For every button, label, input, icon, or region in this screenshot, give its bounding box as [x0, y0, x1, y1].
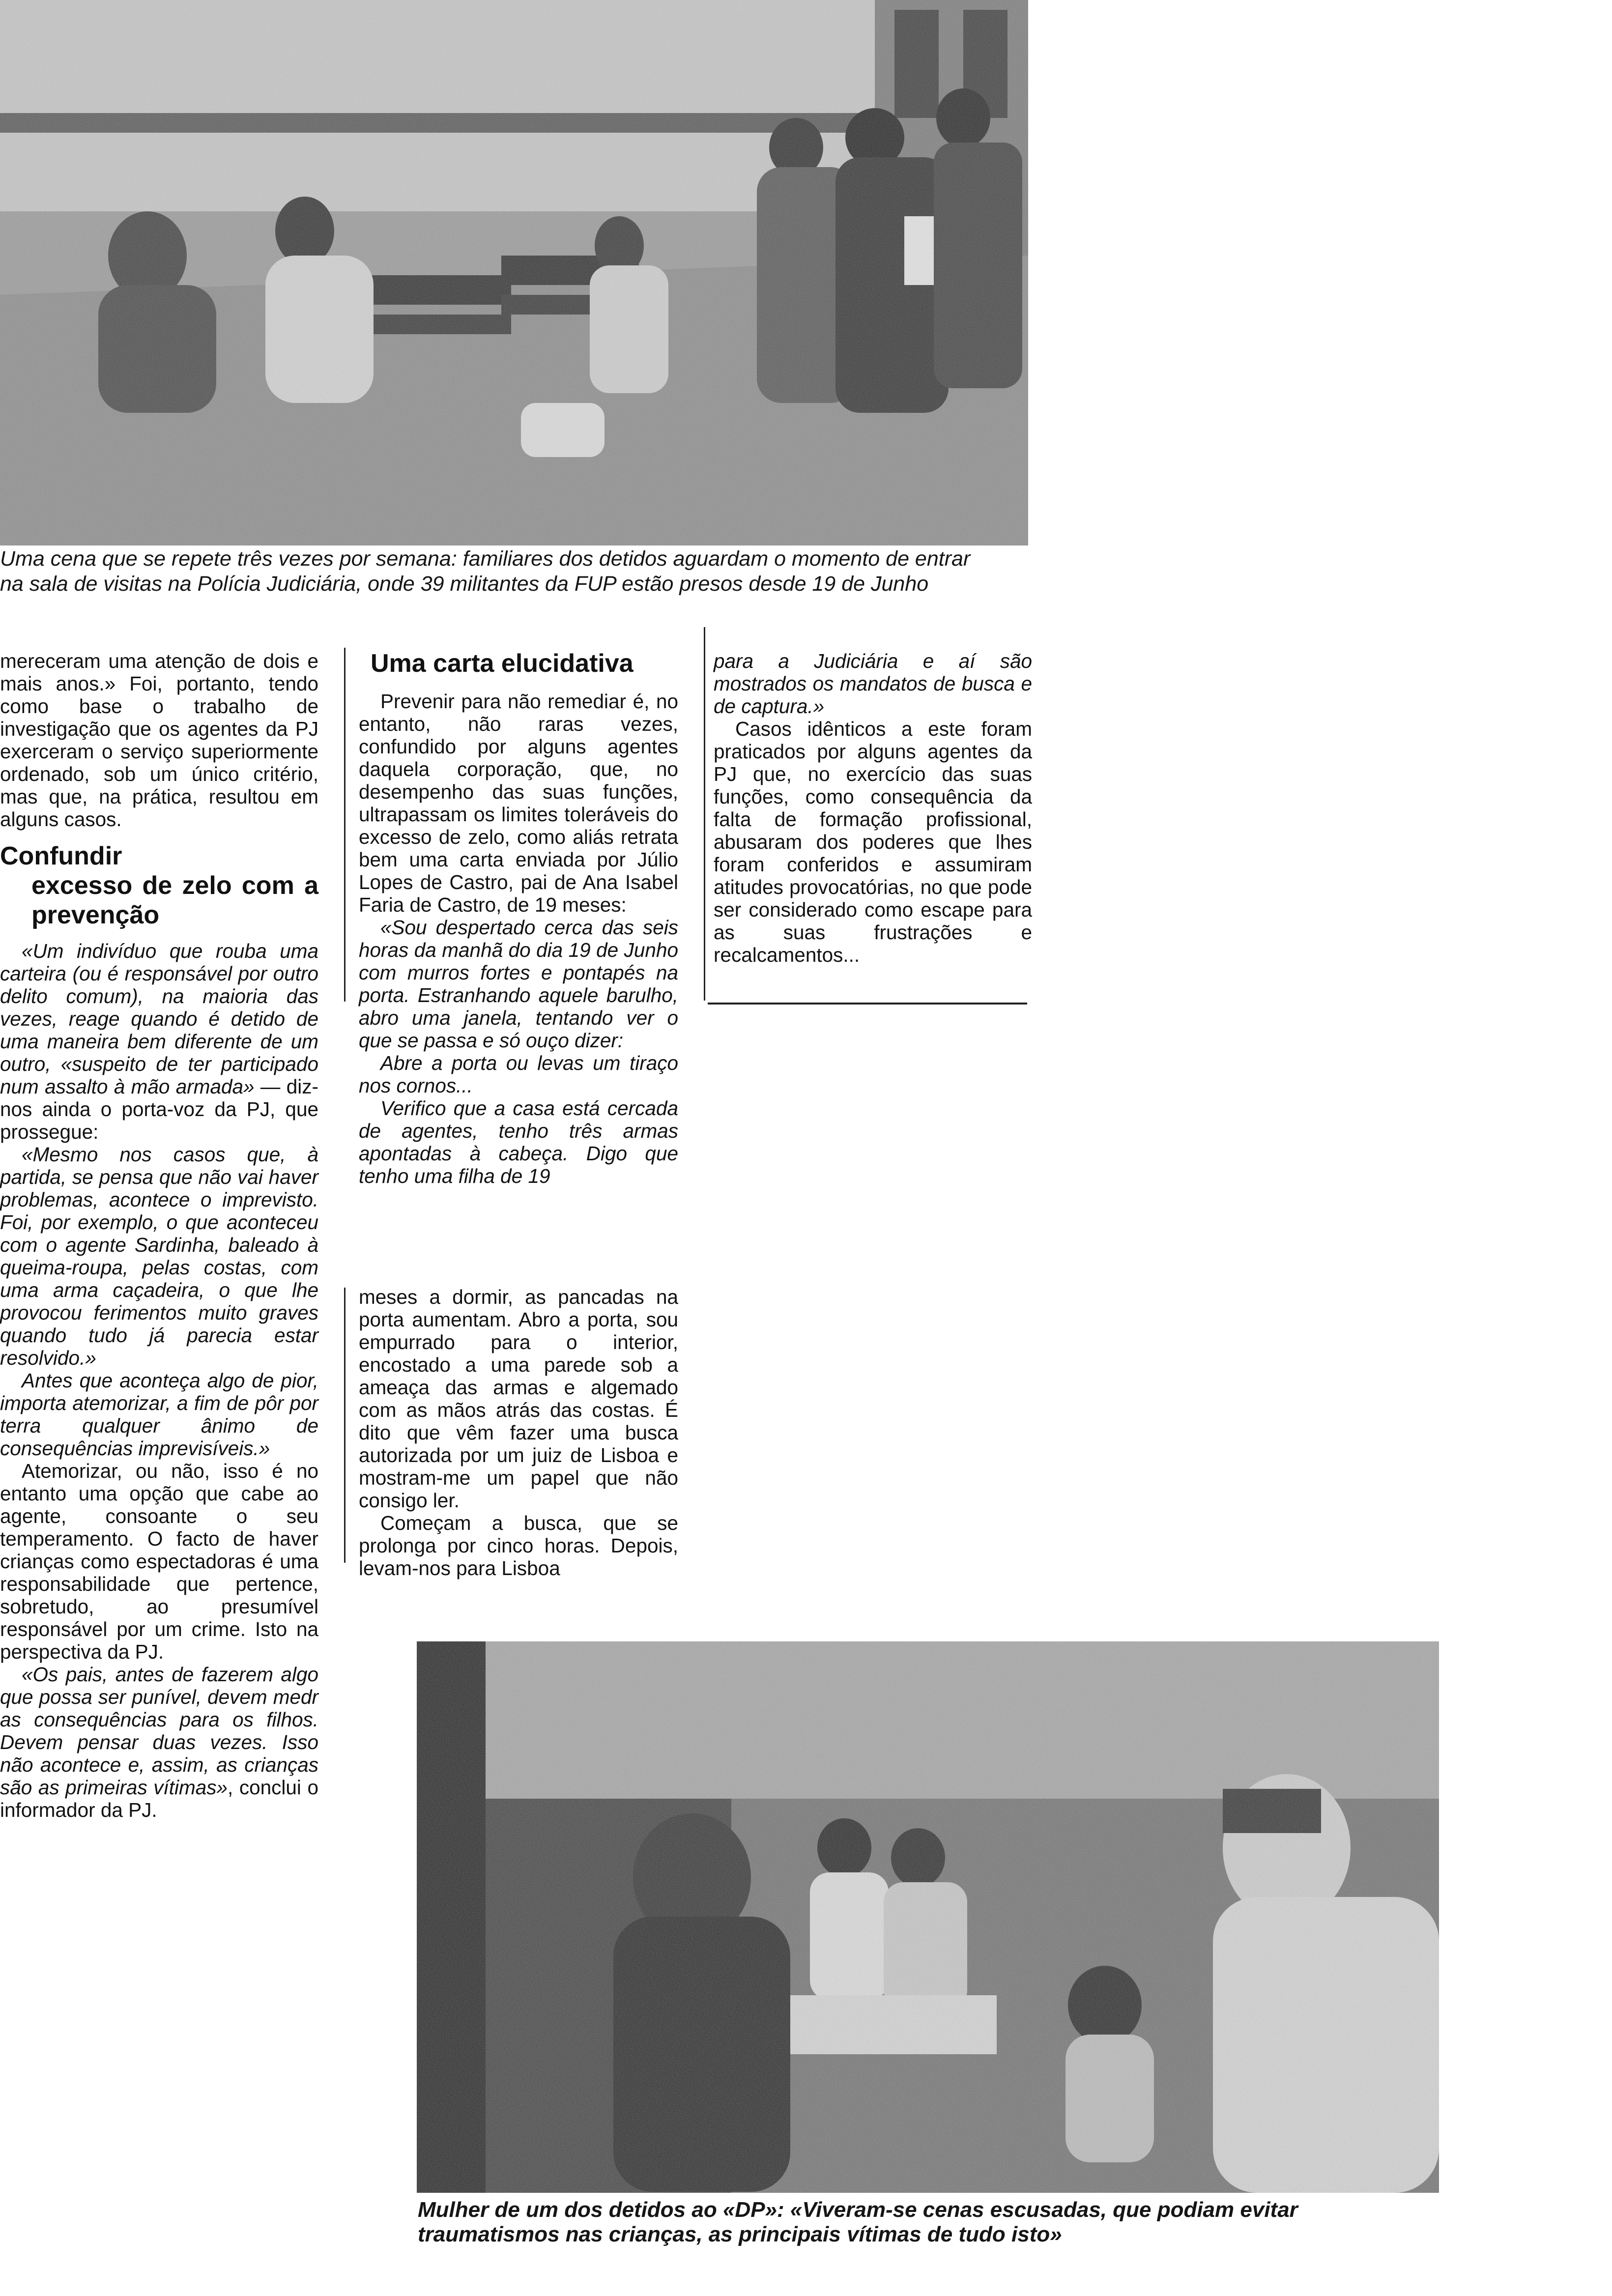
- column-left: [0, 650, 318, 1821]
- paragraph: Atemorizar, ou não, isso é no entanto uma opção que cabe ao agente, consoante o seu temperamento. O facto de haver crianças como espectadoras é uma responsabilidade que pertence, sobretudo, ao presumível responsável por um crime. Isto na perspectiva da PJ.: [0, 1460, 318, 1663]
- paragraph: Casos idênticos a este foram praticados por alguns agentes da PJ que, no exercício das suas funções, como consequência da falta de formação profissional, abusaram dos poderes que lhes foram conferidos e assumiram atitudes provocatórias, no que pode ser considerado como escape para as suas frustrações e recalcamentos...: [714, 718, 1032, 966]
- paragraph: mereceram uma atenção de dois e mais anos.» Foi, portanto, tendo como base o trabalho de investigação que os agentes da PJ exerceram o serviço superiormente ordenado, sob um único critério, mas que, na prática, resultou em alguns casos.: [0, 650, 318, 831]
- letter-quote: Começam a busca, que se prolonga por cinco horas. Depois, levam-nos para Lisboa: [359, 1512, 678, 1579]
- bottom-photo: [417, 1641, 1439, 2193]
- letter-continuation: [359, 1286, 678, 1579]
- quote: «Mesmo nos casos que, à partida, se pensa que não vai haver problemas, acontece o imprevisto. Foi, por exemplo, o que aconteceu com o agente Sardinha, baleado à queima-roupa, pelas costas, com uma arma caçadeira, o que lhe provocou ferimentos muito graves quando tudo já parecia estar resolvido.»: [0, 1143, 318, 1369]
- letter-quote: Abre a porta ou levas um tiraço nos cornos...: [359, 1052, 678, 1097]
- top-photo-caption: Uma cena que se repete três vezes por semana: familiares dos detidos aguardam o momento de entrar na sala de visitas na Polícia Judiciária, onde 39 militantes da FUP estão presos desde 19 de Junho: [0, 547, 971, 596]
- paragraph: Prevenir para não remediar é, no entanto, não raras vezes, confundido por alguns agentes daquela corporação, que, no desempenho das suas funções, ultrapassam os limites toleráveis do excesso de zelo, como aliás retrata bem uma carta enviada por Júlio Lopes de Castro, pai de Ana Isabel Faria de Castro, de 19 meses:: [359, 690, 678, 916]
- quote: «Um indivíduo que rouba uma carteira (ou é responsável por outro delito comum), na maioria das vezes, reage quando é detido de uma maneira bem diferente de um outro, «suspeito de ter participado num assalto à mão armada»: [0, 940, 318, 1098]
- letter-quote: «Sou despertado cerca das seis horas da manhã do dia 19 de Junho com murros fortes e pontapés na porta. Estranhando aquele barulho, abro uma janela, tentando ver o que se passa e só ouço dizer:: [359, 916, 678, 1052]
- subheading: [0, 841, 318, 930]
- subheading-line-2: excesso de zelo com a prevenção: [31, 871, 318, 929]
- box-heading: Uma carta elucidativa: [371, 649, 633, 678]
- letter-box: [359, 648, 678, 1187]
- quote: «Os pais, antes de fazerem algo que possa ser punível, devem medr as consequências para os filhos. Devem pensar duas vezes. Isso não acontece e, assim, as crianças são as primeiras vítimas»: [0, 1663, 318, 1799]
- letter-quote: Verifico que a casa está cercada de agentes, tenho três armas apontadas à cabeça. Digo que tenho uma filha de 19: [359, 1097, 678, 1187]
- top-photo: [0, 0, 1028, 545]
- letter-quote: para a Judiciária e aí são mostrados os mandatos de busca e de captura.»: [714, 650, 1032, 718]
- letter-quote: meses a dormir, as pancadas na porta aumentam. Abro a porta, sou empurrado para o interior, encostado a uma parede sob a ameaça das armas e algemado com as mãos atrás das costas. É dito que vêm fazer uma busca autorizada por um juiz de Lisboa e mostram-me um papel que não consigo ler.: [359, 1286, 678, 1512]
- subheading-line-1: Confundir: [0, 842, 122, 870]
- attribution: — diz-nos ainda o porta-voz da PJ, que prossegue:: [0, 1075, 318, 1143]
- column-divider: [344, 648, 345, 1002]
- attribution: , conclui o informador da PJ.: [0, 1776, 318, 1821]
- column-divider: [344, 1288, 345, 1563]
- end-rule: [708, 1003, 1027, 1004]
- quote: Antes que aconteça algo de pior, importa atemorizar, a fim de pôr por terra qualquer ânimo de consequências imprevisíveis.»: [0, 1369, 318, 1460]
- column-right: [714, 650, 1032, 966]
- box-rule: [704, 627, 705, 1001]
- bottom-photo-caption: Mulher de um dos detidos ao «DP»: «Viveram-se cenas escusadas, que podiam evitar traumatismos nas crianças, as principais vítimas de tudo isto»: [418, 2198, 1298, 2246]
